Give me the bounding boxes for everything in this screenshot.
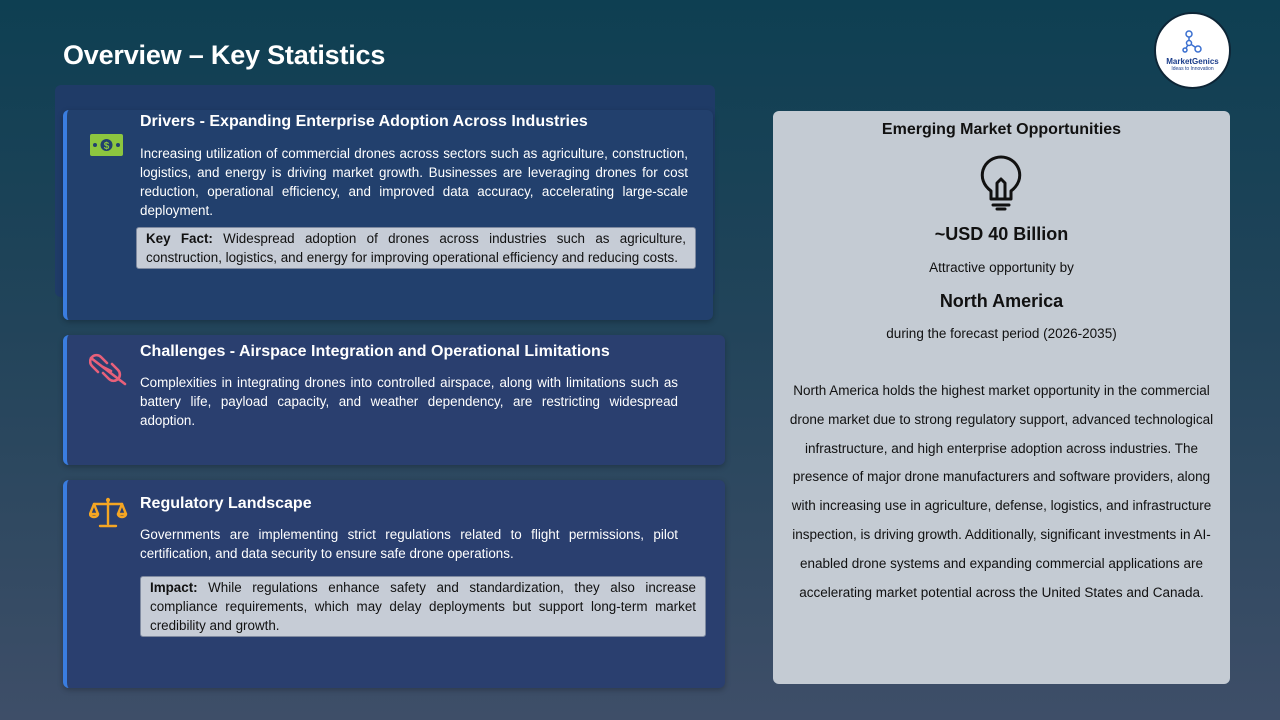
- opportunity-region: North America: [939, 291, 1064, 311]
- impact-box: [140, 576, 706, 637]
- key-fact-text: Widespread adoption of drones across industries such as agriculture, construction, logistics, and energy for improving operational efficiency and reducing costs.: [146, 231, 687, 265]
- regulatory-card: [63, 480, 725, 688]
- panel-title: Emerging Market Opportunities: [881, 121, 1122, 138]
- network-icon: [1181, 29, 1205, 55]
- regulatory-title: Regulatory Landscape: [140, 495, 312, 512]
- challenges-card: [63, 335, 725, 465]
- opportunity-amount: ~USD 40 Billion: [934, 224, 1069, 244]
- scales-icon: [89, 496, 129, 532]
- logo-name: MarketGenics: [1166, 57, 1219, 66]
- logo-tagline: Ideas to Innovation: [1171, 66, 1214, 72]
- challenges-title: Challenges - Airspace Integration and Operational Limitations: [140, 343, 610, 360]
- drivers-card: [63, 110, 713, 320]
- regulatory-body: Governments are implementing strict regulations related to flight permissions, pilot certification, and data security to ensure safe drone operations.: [140, 527, 678, 561]
- drivers-body: Increasing utilization of commercial drones across sectors such as agriculture, construction, logistics, and energy is driving market growth. Businesses are leveraging drones for cost reduction, operational efficiency, and improved data accuracy, accelerating large-scale deployment.: [140, 146, 688, 218]
- money-icon: [89, 130, 129, 166]
- key-fact-label: Key Fact:: [146, 231, 213, 246]
- page-title: Overview – Key Statistics: [63, 40, 386, 70]
- panel-description: North America holds the highest market opportunity in the commercial drone market due to strong regulatory support, advanced technological infrastructure, and high enterprise adoption across industries. The presence of major drone manufacturers and software providers, along with increasing use in agriculture, defense, logistics, and infrastructure inspection, is driving growth. Additionally, significant investments in AI-enabled drone systems and expanding commercial applications are accelerating market potential across the United States and Canada.: [789, 383, 1214, 600]
- opportunities-panel: [773, 111, 1230, 684]
- broken-link-icon: [89, 352, 129, 388]
- svg-text:$: $: [103, 141, 110, 152]
- lightbulb-icon: [977, 155, 1025, 211]
- impact-text: While regulations enhance safety and standardization, they also increase compliance requirements, which may delay deployments but support long-term market credibility and growth.: [150, 580, 696, 633]
- company-logo: [1154, 12, 1231, 89]
- key-fact-box: [136, 227, 696, 269]
- opportunity-label: Attractive opportunity by: [929, 260, 1074, 275]
- impact-label: Impact:: [150, 580, 198, 595]
- forecast-period: during the forecast period (2026-2035): [886, 326, 1117, 341]
- challenges-body: Complexities in integrating drones into controlled airspace, along with limitations such as battery life, payload capacity, and weather dependency, are restricting widespread adoption.: [140, 375, 678, 428]
- drivers-title: Drivers - Expanding Enterprise Adoption Across Industries: [140, 113, 588, 130]
